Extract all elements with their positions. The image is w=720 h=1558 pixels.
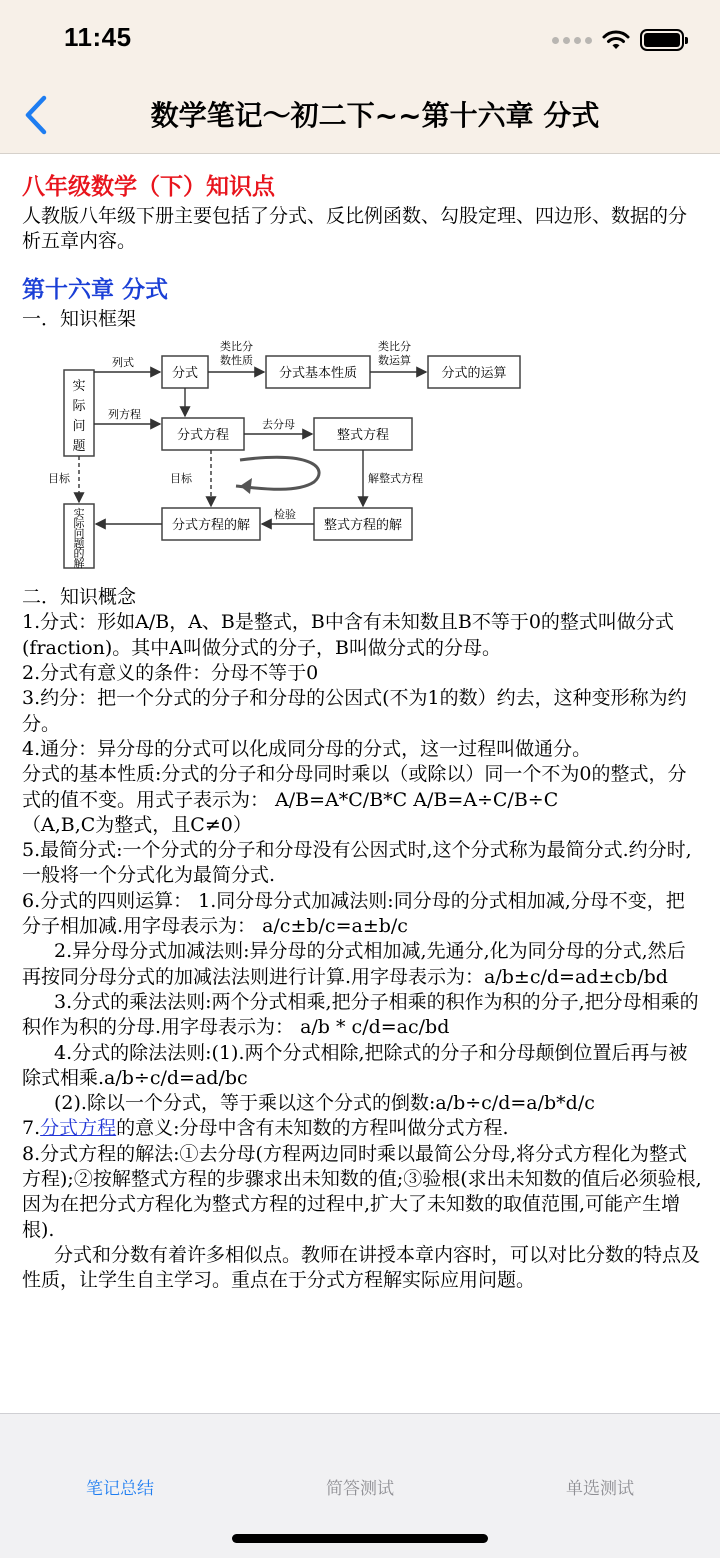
svg-text:整式方程的解: 整式方程的解 bbox=[323, 517, 403, 533]
concept-meaningful-condition: 2.分式有意义的条件：分母不等于0 bbox=[22, 662, 319, 685]
concept-four-operations: 6.分式的四则运算： 1.同分母分式加减法则:同分母的分式相加减,分母不变，把分子相加减.用字母表示为： a/c±b/c=a±b/c bbox=[22, 889, 685, 938]
svg-text:解整式方程: 解整式方程 bbox=[368, 471, 423, 485]
rule-division: 4.分式的除法法则:(1).两个分式相除,把除式的分子和分母颠倒位置后再与被除式相乘.a/b÷c/d=ad/bc bbox=[22, 1041, 688, 1089]
svg-text:分式方程: 分式方程 bbox=[176, 427, 230, 443]
wifi-icon bbox=[602, 29, 630, 51]
svg-text:列式: 列式 bbox=[112, 355, 134, 369]
svg-text:题: 题 bbox=[72, 438, 86, 454]
grade-heading: 八年级数学（下）知识点 bbox=[22, 174, 275, 200]
svg-text:分式基本性质: 分式基本性质 bbox=[278, 365, 358, 381]
signal-icon bbox=[552, 37, 592, 44]
svg-text:类比分: 类比分 bbox=[378, 339, 411, 353]
back-button[interactable] bbox=[16, 90, 56, 140]
battery-icon bbox=[640, 29, 684, 51]
chapter-heading: 第十六章 分式 bbox=[22, 276, 169, 303]
svg-text:分式的运算: 分式的运算 bbox=[441, 365, 507, 381]
concept-reduction: 3.约分：把一个分式的分子和分母的公因式(不为1的数）约去，这种变形称为约分。 bbox=[22, 687, 687, 735]
svg-text:分式方程的解: 分式方程的解 bbox=[171, 517, 251, 533]
concept-fraction-equation: 7.分式方程的意义:分母中含有未知数的方程叫做分式方程. bbox=[22, 1117, 509, 1140]
navigation-bar bbox=[0, 0, 720, 154]
note-content bbox=[22, 170, 702, 1294]
svg-text:去分母: 去分母 bbox=[262, 417, 295, 431]
svg-text:际: 际 bbox=[73, 516, 85, 530]
svg-text:数性质: 数性质 bbox=[220, 353, 253, 367]
knowledge-framework-diagram bbox=[48, 338, 536, 570]
svg-text:目标: 目标 bbox=[170, 471, 192, 485]
svg-text:实: 实 bbox=[73, 506, 85, 520]
tab-single-choice-test[interactable]: 单选测试 bbox=[566, 1479, 634, 1499]
tab-notes-summary[interactable]: 笔记总结 bbox=[86, 1479, 154, 1499]
concept-common-denominator: 4.通分：异分母的分式可以化成同分母的分式，这一过程叫做通分。 bbox=[22, 737, 592, 760]
chevron-left-icon bbox=[24, 95, 48, 135]
concept-basic-property-note: （A,B,C为整式，且C≠0） bbox=[22, 813, 252, 836]
svg-text:问: 问 bbox=[72, 418, 86, 434]
rule-unlike-denominator: 2.异分母分式加减法则:异分母的分式相加减,先通分,化为同分母的分式,然后再按同分母分式的加减法法则进行计算.用字母表示为：a/b±c/d=ad±cb/bd bbox=[22, 940, 686, 988]
intro-text: 人教版八年级下册主要包括了分式、反比例函数、勾股定理、四边形、数据的分析五章内容。 bbox=[22, 205, 688, 253]
concept-simplest-fraction: 5.最简分式:一个分式的分子和分母没有公因式时,这个分式称为最简分式.约分时,一般将一个分式化为最简分式. bbox=[22, 839, 692, 887]
svg-text:检验: 检验 bbox=[274, 507, 296, 521]
svg-text:问: 问 bbox=[73, 526, 85, 540]
section-concepts-title: 二．知识概念 bbox=[22, 586, 137, 609]
status-time: 11:45 bbox=[64, 22, 132, 52]
svg-text:目标: 目标 bbox=[48, 471, 70, 485]
svg-text:解: 解 bbox=[73, 556, 85, 570]
fraction-equation-link[interactable]: 分式方程 bbox=[40, 1117, 117, 1140]
tab-short-answer-test[interactable]: 简答测试 bbox=[326, 1479, 394, 1499]
teaching-note: 分式和分数有着许多相似点。教师在讲授本章内容时，可以对比分数的特点及性质，让学生自主学习。重点在于分式方程解实际应用问题。 bbox=[22, 1243, 701, 1292]
status-icons bbox=[552, 26, 684, 54]
rule-division-reciprocal: (2).除以一个分式，等于乘以这个分式的倒数:a/b÷c/d=a/b*d/c bbox=[54, 1092, 595, 1115]
svg-text:分式: 分式 bbox=[171, 365, 199, 381]
concept-basic-property: 分式的基本性质:分式的分子和分母同时乘以（或除以）同一个不为0的整式，分式的值不变。用式子表示为： A/B=A*C/B*C A/B=A÷C/B÷C bbox=[22, 763, 687, 811]
svg-text:整式方程: 整式方程 bbox=[336, 427, 390, 443]
svg-text:题: 题 bbox=[73, 536, 85, 550]
rule-multiplication: 3.分式的乘法法则:两个分式相乘,把分子相乘的积作为积的分子,把分母相乘的积作为积的分母.用字母表示为： a/b * c/d=ac/bd bbox=[22, 990, 699, 1039]
concept-fraction: 1.分式：形如A/B，A、B是整式，B中含有未知数且B不等于0的整式叫做分式(fraction)。其中A叫做分式的分子，B叫做分式的分母。 bbox=[22, 611, 674, 659]
svg-text:数运算: 数运算 bbox=[378, 353, 411, 367]
concept-equation-solving: 8.分式方程的解法:①去分母(方程两边同时乘以最简公分母,将分式方程化为整式方程);②按解整式方程的步骤求出未知数的值;③验根(求出未知数的值后必须验根,因为在把分式方程化为整式方程的过程中,扩大了未知数的取值范围,可能产生增根). bbox=[22, 1142, 702, 1241]
svg-text:实: 实 bbox=[72, 378, 86, 394]
page-title: 数学笔记～初二下~~第十六章 分式 bbox=[150, 99, 600, 132]
svg-text:类比分: 类比分 bbox=[220, 339, 253, 353]
svg-text:的: 的 bbox=[73, 546, 85, 560]
svg-text:列方程: 列方程 bbox=[108, 407, 141, 421]
section-framework-title: 一．知识框架 bbox=[22, 307, 137, 330]
svg-text:际: 际 bbox=[72, 398, 86, 414]
home-indicator bbox=[232, 1534, 488, 1543]
